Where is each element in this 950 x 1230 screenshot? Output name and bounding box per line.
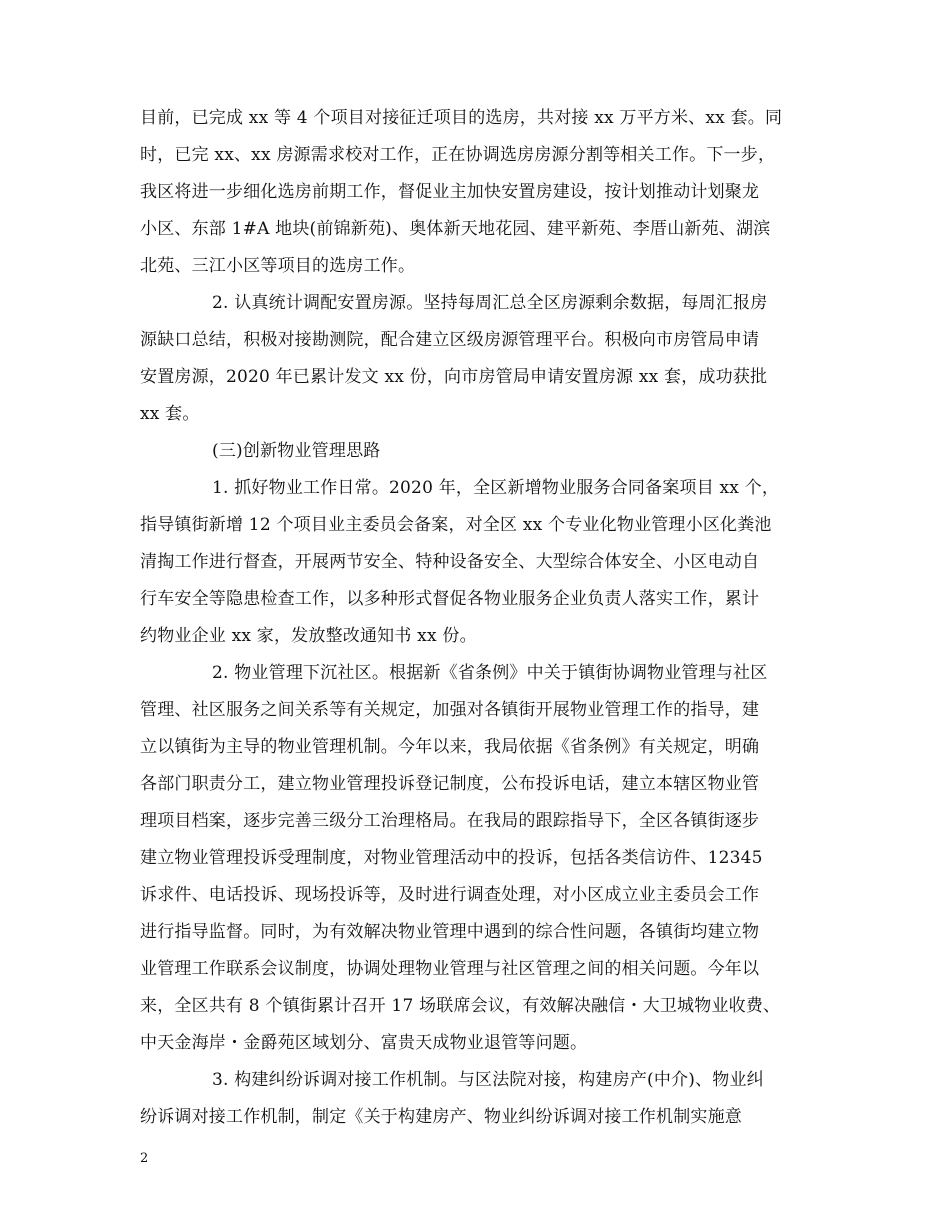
text-line: (三)创新物业管理思路 — [212, 441, 381, 461]
text-line: 业管理工作联系会议制度，协调处理物业管理与社区管理之间的相关问题。今年以 — [140, 959, 760, 979]
text-line: 1. 抓好物业工作日常。2020 年，全区新增物业服务合同备案项目 xx 个， — [212, 478, 780, 498]
text-line: 安置房源，2020 年已累计发文 xx 份，向市房管局申请安置房源 xx 套，成功获批 — [140, 367, 768, 387]
text-line: 我区将进一步细化选房前期工作，督促业主加快安置房建设，按计划推动计划聚龙 — [140, 182, 760, 202]
text-line: 约物业企业 xx 家，发放整改通知书 xx 份。 — [140, 626, 477, 646]
text-line: 各部门职责分工，建立物业管理投诉登记制度，公布投诉电话，建立本辖区物业管 — [140, 774, 760, 794]
text-line: 目前，已完成 xx 等 4 个项目对接征迁项目的选房，共对接 xx 万平方米、xx 套。同 — [140, 108, 783, 128]
text-line: 行车安全等隐患检查工作，以多种形式督促各物业服务企业负责人落实工作，累计 — [140, 589, 760, 609]
text-line: 源缺口总结，积极对接勘测院，配合建立区级房源管理平台。积极向市房管局申请 — [140, 330, 760, 350]
text-line: 3. 构建纠纷诉调对接工作机制。与区法院对接，构建房产(中介)、物业纠 — [212, 1070, 764, 1090]
text-line: 2. 认真统计调配安置房源。坚持每周汇总全区房源剩余数据，每周汇报房 — [212, 293, 768, 313]
text-line: 建立物业管理投诉受理制度，对物业管理活动中的投诉，包括各类信访件、12345 — [140, 848, 763, 868]
text-line: 清掏工作进行督查，开展两节安全、特种设备安全、大型综合体安全、小区电动自 — [140, 552, 760, 572]
text-line: 小区、东部 1#A 地块(前锦新苑)、奥体新天地花园、建平新苑、李厝山新苑、湖滨 — [140, 219, 771, 239]
text-line: xx 套。 — [140, 404, 200, 424]
text-line: 管理、社区服务之间关系等有关规定，加强对各镇街开展物业管理工作的指导，建 — [140, 700, 760, 720]
text-line: 理项目档案，逐步完善三级分工治理格局。在我局的跟踪指导下，全区各镇街逐步 — [140, 811, 760, 831]
text-line: 2. 物业管理下沉社区。根据新《省条例》中关于镇街协调物业管理与社区 — [212, 663, 768, 683]
text-line: 立以镇街为主导的物业管理机制。今年以来，我局依据《省条例》有关规定，明确 — [140, 737, 760, 757]
text-line: 中天金海岸・金爵苑区域划分、富贵天成物业退管等问题。 — [140, 1033, 588, 1053]
text-line: 北苑、三江小区等项目的选房工作。 — [140, 256, 416, 276]
page-number: 2 — [140, 1151, 149, 1166]
text-line: 诉求件、电话投诉、现场投诉等，及时进行调查处理，对小区成立业主委员会工作 — [140, 885, 760, 905]
text-line: 时，已完 xx、xx 房源需求校对工作，正在协调选房房源分割等相关工作。下一步， — [140, 145, 776, 165]
text-line: 进行指导监督。同时，为有效解决物业管理中遇到的综合性问题，各镇街均建立物 — [140, 922, 760, 942]
text-line: 来，全区共有 8 个镇街累计召开 17 场联席会议，有效解决融信・大卫城物业收费、 — [140, 996, 781, 1016]
text-line: 指导镇街新增 12 个项目业主委员会备案，对全区 xx 个专业化物业管理小区化粪池 — [140, 515, 772, 535]
text-line: 纷诉调对接工作机制，制定《关于构建房产、物业纠纷诉调对接工作机制实施意 — [140, 1107, 742, 1127]
